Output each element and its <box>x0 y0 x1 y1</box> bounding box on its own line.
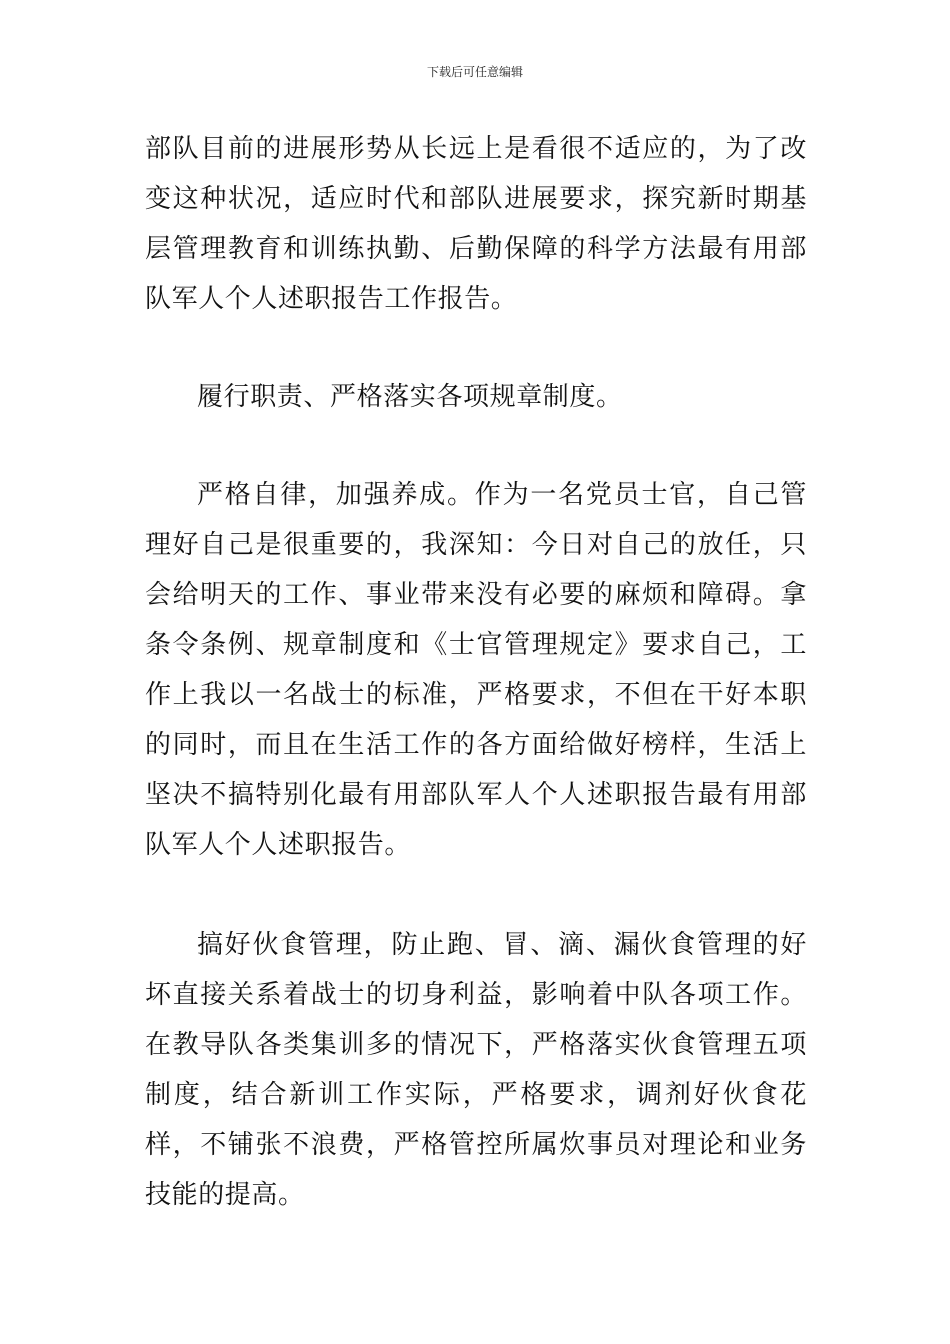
paragraph-3: 严格自律，加强养成。作为一名党员士官，自己管理好自己是很重要的，我深知：今日对自己的放任，只会给明天的工作、事业带来没有必要的麻烦和障碍。拿条令条例、规章制度和《士官管理规定》要求自己，工作上我以一名战士的标准，严格要求，不但在干好本职的同时，而且在生活工作的各方面给做好榜样，生活上坚决不搞特别化最有用部队军人个人述职报告最有用部队军人个人述职报告。 <box>145 480 807 860</box>
page-header-note: 下载后可任意编辑 <box>426 65 523 79</box>
paragraph-spacer <box>145 324 807 372</box>
paragraph-4: 搞好伙食管理，防止跑、冒、滴、漏伙食管理的好坏直接关系着战士的切身利益，影响着中队各项工作。在教导队各类集训多的情况下，严格落实伙食管理五项制度，结合新训工作实际，严格要求，调剂好伙食花样，不铺张不浪费，严格管控所属炊事员对理论和业务技能的提高。 <box>145 930 807 1210</box>
paragraph-spacer <box>145 422 807 470</box>
document-body <box>145 124 807 1220</box>
paragraph-2: 履行职责、严格落实各项规章制度。 <box>197 382 623 412</box>
paragraph-1: 部队目前的进展形势从长远上是看很不适应的，为了改变这种状况，适应时代和部队进展要求，探究新时期基层管理教育和训练执勤、后勤保障的科学方法最有用部队军人个人述职报告工作报告。 <box>145 134 807 314</box>
paragraph-spacer <box>145 870 807 920</box>
